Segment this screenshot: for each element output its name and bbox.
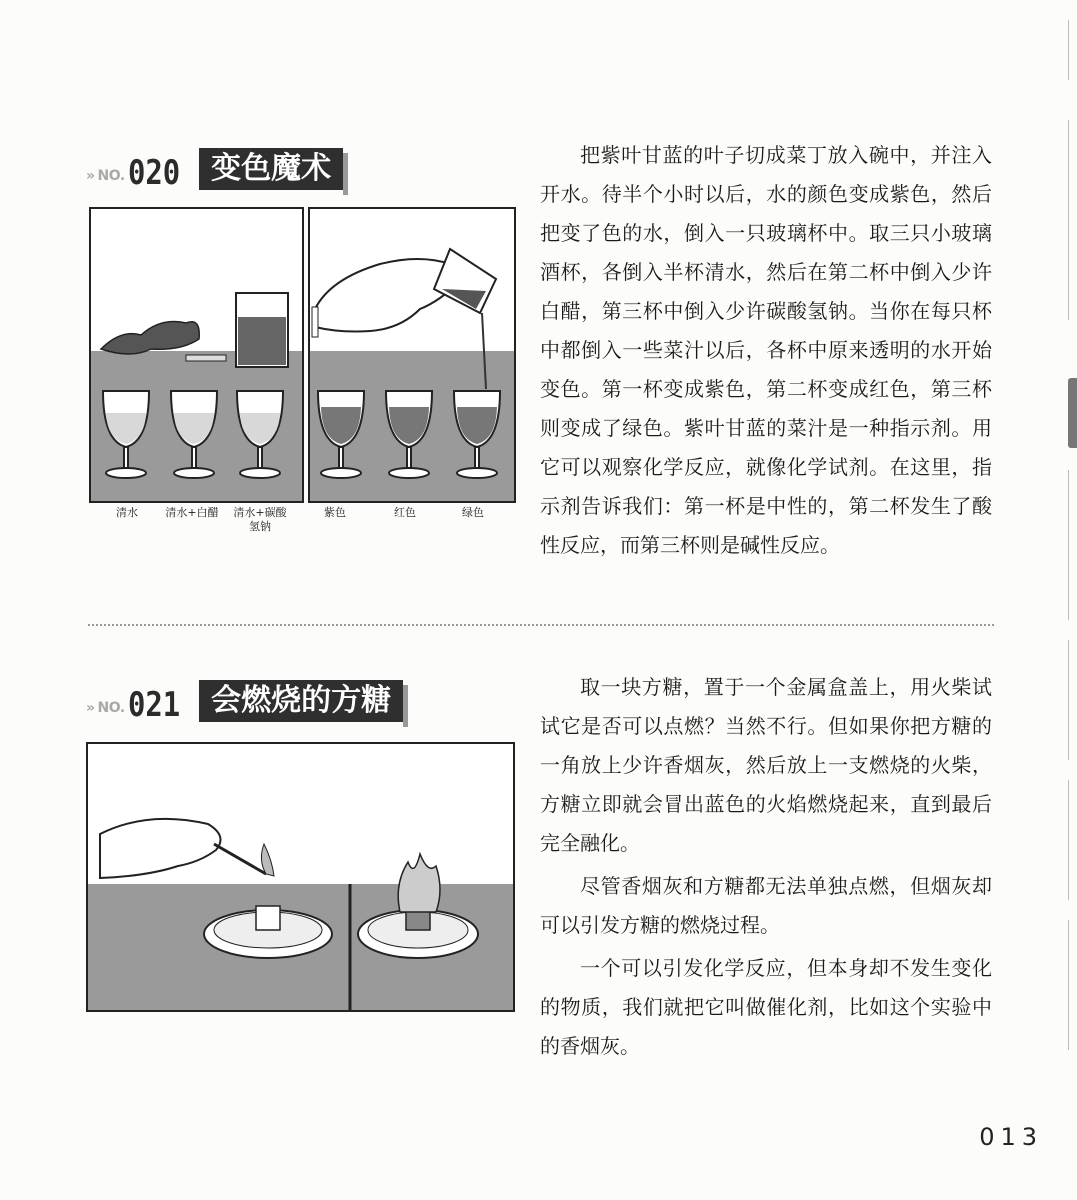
caption-water-vinegar: 清水+白醋 <box>165 506 219 519</box>
margin-guide <box>1068 780 1069 900</box>
caption-green: 绿色 <box>462 506 484 519</box>
experiment-21-text <box>540 668 992 1070</box>
caption-purple: 紫色 <box>324 506 346 519</box>
illustration-pouring-cabbage-juice <box>308 207 516 503</box>
margin-guide <box>1068 470 1069 620</box>
body-paragraph: 取一块方糖，置于一个金属盒盖上，用火柴试试它是否可以点燃？当然不行。但如果你把方糖的一角放上少许香烟灰，然后放上一支燃烧的火柴，方糖立即就会冒出蓝色的火焰燃烧起来，直到最后完全融化。 <box>540 675 992 855</box>
no-prefix-arrow-icon: » <box>86 700 95 716</box>
body-paragraph: 把紫叶甘蓝的叶子切成菜丁放入碗中，并注入开水。待半个小时以后，水的颜色变成紫色，然后把变了色的水，倒入一只玻璃杯中。取三只小玻璃酒杯，各倒入半杯清水，然后在第二杯中倒入少许白醋，第三杯中倒入少许碳酸氢钠。当你在每只杯中都倒入一些菜汁以后，各杯中原来透明的水开始变色。第一杯变成紫色，第二杯变成红色，第三杯则变成了绿色。紫叶甘蓝的菜汁是一种指示剂。用它可以观察化学反应，就像化学试剂。在这里，指示剂告诉我们：第一杯是中性的，第二杯发生了酸性反应，而第三杯则是碱性反应。 <box>540 143 992 557</box>
experiment-title: 会燃烧的方糖 <box>199 680 403 722</box>
experiment-number: 020 <box>127 153 180 193</box>
experiment-20-text <box>540 136 992 569</box>
experiment-20-header <box>86 148 343 193</box>
experiment-title: 变色魔术 <box>199 148 343 190</box>
pouring-hand-drawing <box>310 209 514 501</box>
experiment-number: 021 <box>127 685 180 725</box>
caption-red: 红色 <box>394 506 416 519</box>
no-prefix-arrow-icon: » <box>86 168 95 184</box>
page-number: 013 <box>979 1123 1043 1151</box>
glasses-cabbage-drawing <box>91 209 302 501</box>
illustration-three-clear-glasses <box>89 207 304 503</box>
margin-guide <box>1068 20 1069 80</box>
section-tab-marker <box>1068 378 1077 448</box>
caption-clear-water: 清水 <box>116 506 138 519</box>
body-paragraph: 尽管香烟灰和方糖都无法单独点燃，但烟灰却可以引发方糖的燃烧过程。 <box>540 874 992 937</box>
illustration-burning-sugar <box>86 742 515 1012</box>
burning-sugar-drawing <box>88 744 513 1010</box>
body-paragraph: 一个可以引发化学反应，但本身却不发生变化的物质，我们就把它叫做催化剂，比如这个实验中的香烟灰。 <box>540 956 992 1058</box>
caption-water-baking-soda: 清水+碳酸氢钠 <box>233 506 287 533</box>
experiment-21-header <box>86 680 403 725</box>
margin-guide <box>1068 640 1069 760</box>
margin-guide <box>1068 120 1069 320</box>
experiment-no-label: NO. <box>97 168 125 184</box>
margin-guide <box>1068 920 1069 1050</box>
section-divider <box>88 624 994 626</box>
experiment-no-label: NO. <box>97 700 125 716</box>
